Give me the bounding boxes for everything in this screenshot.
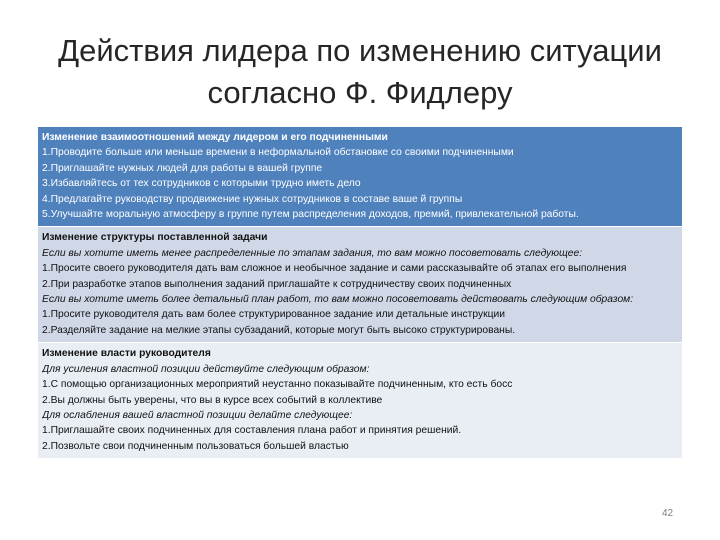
- table-cell: [38, 227, 682, 343]
- list-item: 2.При разработке этапов выполнения заданий приглашайте к сотрудничеству своих подчиненных: [42, 278, 512, 290]
- slide-title-line-1: Действия лидера по изменению ситуации: [58, 33, 662, 68]
- list-item: 2.Позвольте свои подчиненным пользоваться большей властью: [42, 440, 349, 452]
- table-row-leader-power: [38, 343, 682, 459]
- subheading: Для ослабления вашей властной позиции делайте следующее:: [42, 409, 353, 421]
- table-row-task-structure: [38, 227, 682, 343]
- list-item: 1.Просите руководителя дать вам более структурированное задание или детальные инструкции: [42, 309, 505, 321]
- row-heading: Изменение взаимоотношений между лидером и его подчиненными: [42, 132, 388, 143]
- list-item: 1.Проводите больше или меньше времени в неформальной обстановке со своими подчиненными: [42, 147, 514, 159]
- row-heading: Изменение структуры поставленной задачи: [42, 232, 268, 244]
- list-item: 1.С помощью организационных мероприятий неустанно показывайте подчиненным, кто есть босс: [42, 379, 513, 391]
- list-item: 4.Предлагайте руководству продвижение нужных сотрудников в составе ваше й группы: [42, 193, 463, 205]
- row-heading: Изменение власти руководителя: [42, 348, 211, 360]
- slide-title: [40, 30, 680, 114]
- slide-title-line-2: согласно Ф. Фидлеру: [207, 75, 513, 110]
- subheading: Если вы хотите иметь более детальный план работ, то вам можно посоветовать действовать следующим образом:: [42, 294, 634, 306]
- list-item: 1.Приглашайте своих подчиненных для составления плана работ и принятия решений.: [42, 425, 462, 437]
- page-number: 42: [662, 508, 674, 519]
- leader-actions-table: [38, 127, 682, 459]
- table-cell: [38, 127, 682, 227]
- subheading: Для усиления властной позиции действуйте следующим образом:: [42, 363, 370, 375]
- table-row-relationships: [38, 127, 682, 227]
- table-cell: [38, 343, 682, 459]
- subheading: Если вы хотите иметь менее распределенные по этапам задания, то вам можно посоветовать следующее:: [42, 247, 583, 259]
- list-item: 3.Избавляйтесь от тех сотрудников с которыми трудно иметь дело: [42, 178, 361, 190]
- list-item: 2.Разделяйте задание на мелкие этапы субзаданий, которые могут быть высоко структурированы.: [42, 324, 516, 336]
- list-item: 5.Улучшайте моральную атмосферу в группе путем распределения доходов, премий, привлекательной работы.: [42, 209, 579, 221]
- list-item: 2.Вы должны быть уверены, что вы в курсе всех событий в коллективе: [42, 394, 383, 406]
- list-item: 1.Просите своего руководителя дать вам сложное и необычное задание и сами рассказывайте об этапах его выполнения: [42, 263, 627, 275]
- list-item: 2.Приглашайте нужных людей для работы в вашей группе: [42, 162, 323, 174]
